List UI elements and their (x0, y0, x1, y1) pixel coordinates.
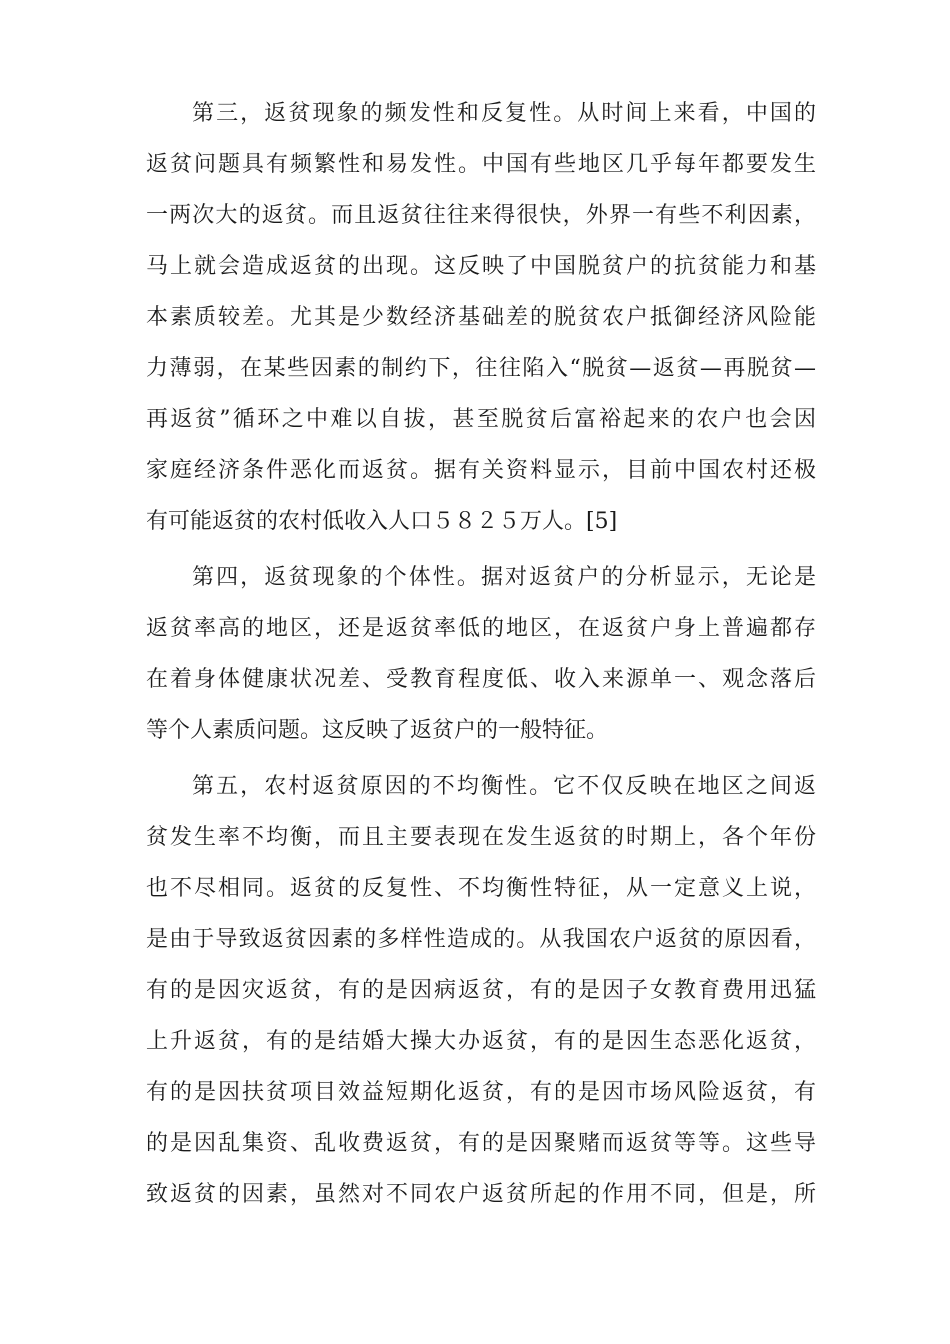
text-line: 第五，农村返贫原因的不均衡性。它不仅反映在地区之间返 (192, 774, 816, 799)
text-line: 第三，返贫现象的频发性和反复性。从时间上来看，中国的 (192, 101, 816, 126)
text-line: 再返贫”循环之中难以自拔，甚至脱贫后富裕起来的农户也会因 (146, 407, 816, 432)
text-line: 有的是因灾返贫，有的是因病返贫，有的是因子女教育费用迅猛 (146, 978, 816, 1003)
text-line: 的是因乱集资、乱收费返贫，有的是因聚赌而返贫等等。这些导 (146, 1131, 816, 1156)
text-line: 致返贫的因素，虽然对不同农户返贫所起的作用不同，但是，所 (146, 1182, 816, 1207)
paragraph-3 (146, 88, 816, 547)
text-line: 返贫问题具有频繁性和易发性。中国有些地区几乎每年都要发生 (146, 152, 816, 177)
text-line: 贫发生率不均衡，而且主要表现在发生返贫的时期上，各个年份 (146, 825, 816, 850)
paragraph-5 (146, 761, 816, 1220)
paragraph-4 (146, 552, 816, 756)
text-line: 等个人素质问题。这反映了返贫户的一般特征。 (146, 718, 609, 743)
text-line: 返贫率高的地区，还是返贫率低的地区，在返贫户身上普遍都存 (146, 616, 816, 641)
text-line: 力薄弱，在某些因素的制约下，往往陷入“脱贫—返贫—再脱贫— (146, 356, 816, 381)
text-line: 家庭经济条件恶化而返贫。据有关资料显示，目前中国农村还极 (146, 458, 816, 483)
document-body (146, 88, 816, 1225)
text-line: 一两次大的返贫。而且返贫往往来得很快，外界一有些不利因素， (146, 203, 816, 228)
text-line: 马上就会造成返贫的出现。这反映了中国脱贫户的抗贫能力和基 (146, 254, 816, 279)
text-line: 第四，返贫现象的个体性。据对返贫户的分析显示，无论是 (192, 565, 816, 590)
text-line: 也不尽相同。返贫的反复性、不均衡性特征，从一定意义上说， (146, 876, 816, 901)
text-line: 是由于导致返贫因素的多样性造成的。从我国农户返贫的原因看， (146, 927, 816, 952)
text-line: 有的是因扶贫项目效益短期化返贫，有的是因市场风险返贫，有 (146, 1080, 816, 1105)
text-line: 在着身体健康状况差、受教育程度低、收入来源单一、观念落后 (146, 667, 816, 692)
text-line: 有可能返贫的农村低收入人口５８２５万人。[5] (146, 509, 618, 534)
text-line: 上升返贫，有的是结婚大操大办返贫，有的是因生态恶化返贫， (146, 1029, 816, 1054)
text-line: 本素质较差。尤其是少数经济基础差的脱贫农户抵御经济风险能 (146, 305, 816, 330)
